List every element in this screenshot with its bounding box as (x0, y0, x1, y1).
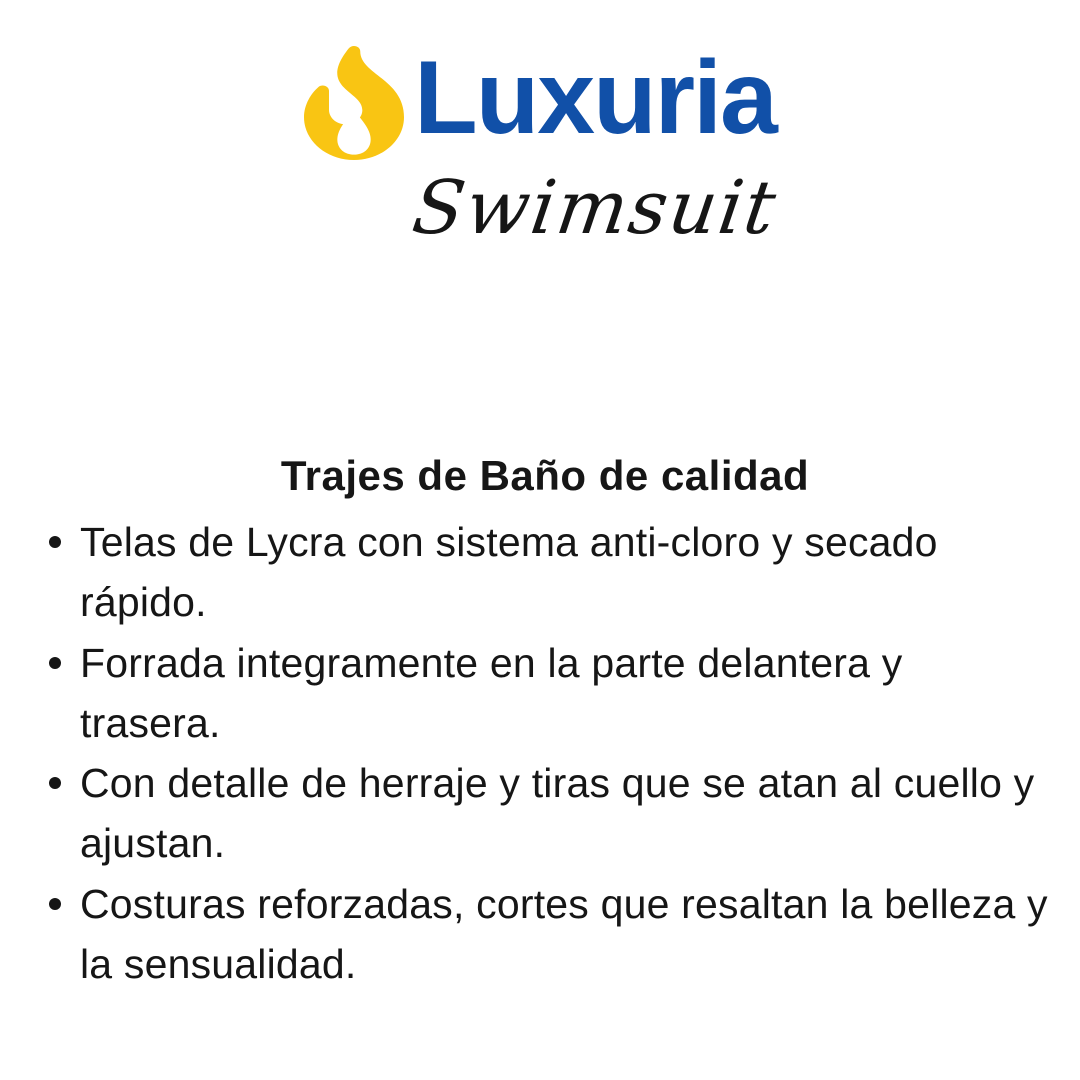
bullet-item: Telas de Lycra con sistema anti-cloro y secado rápido. (40, 512, 1050, 633)
brand-name: Luxuria (414, 40, 776, 156)
section-heading: Trajes de Baño de calidad (280, 452, 810, 499)
bullet-item: Costuras reforzadas, cortes que resaltan la belleza y la sensualidad. (40, 874, 1050, 995)
brand-tagline: Swimsuit (407, 165, 783, 251)
logo (0, 40, 1080, 160)
description-section (40, 452, 1050, 994)
bullet-item: Con detalle de herraje y tiras que se atan al cuello y ajustan. (40, 753, 1050, 874)
flame-icon (304, 46, 404, 160)
bullet-item: Forrada integramente en la parte delantera y trasera. (40, 633, 1050, 754)
feature-bullet-list (40, 512, 1050, 994)
